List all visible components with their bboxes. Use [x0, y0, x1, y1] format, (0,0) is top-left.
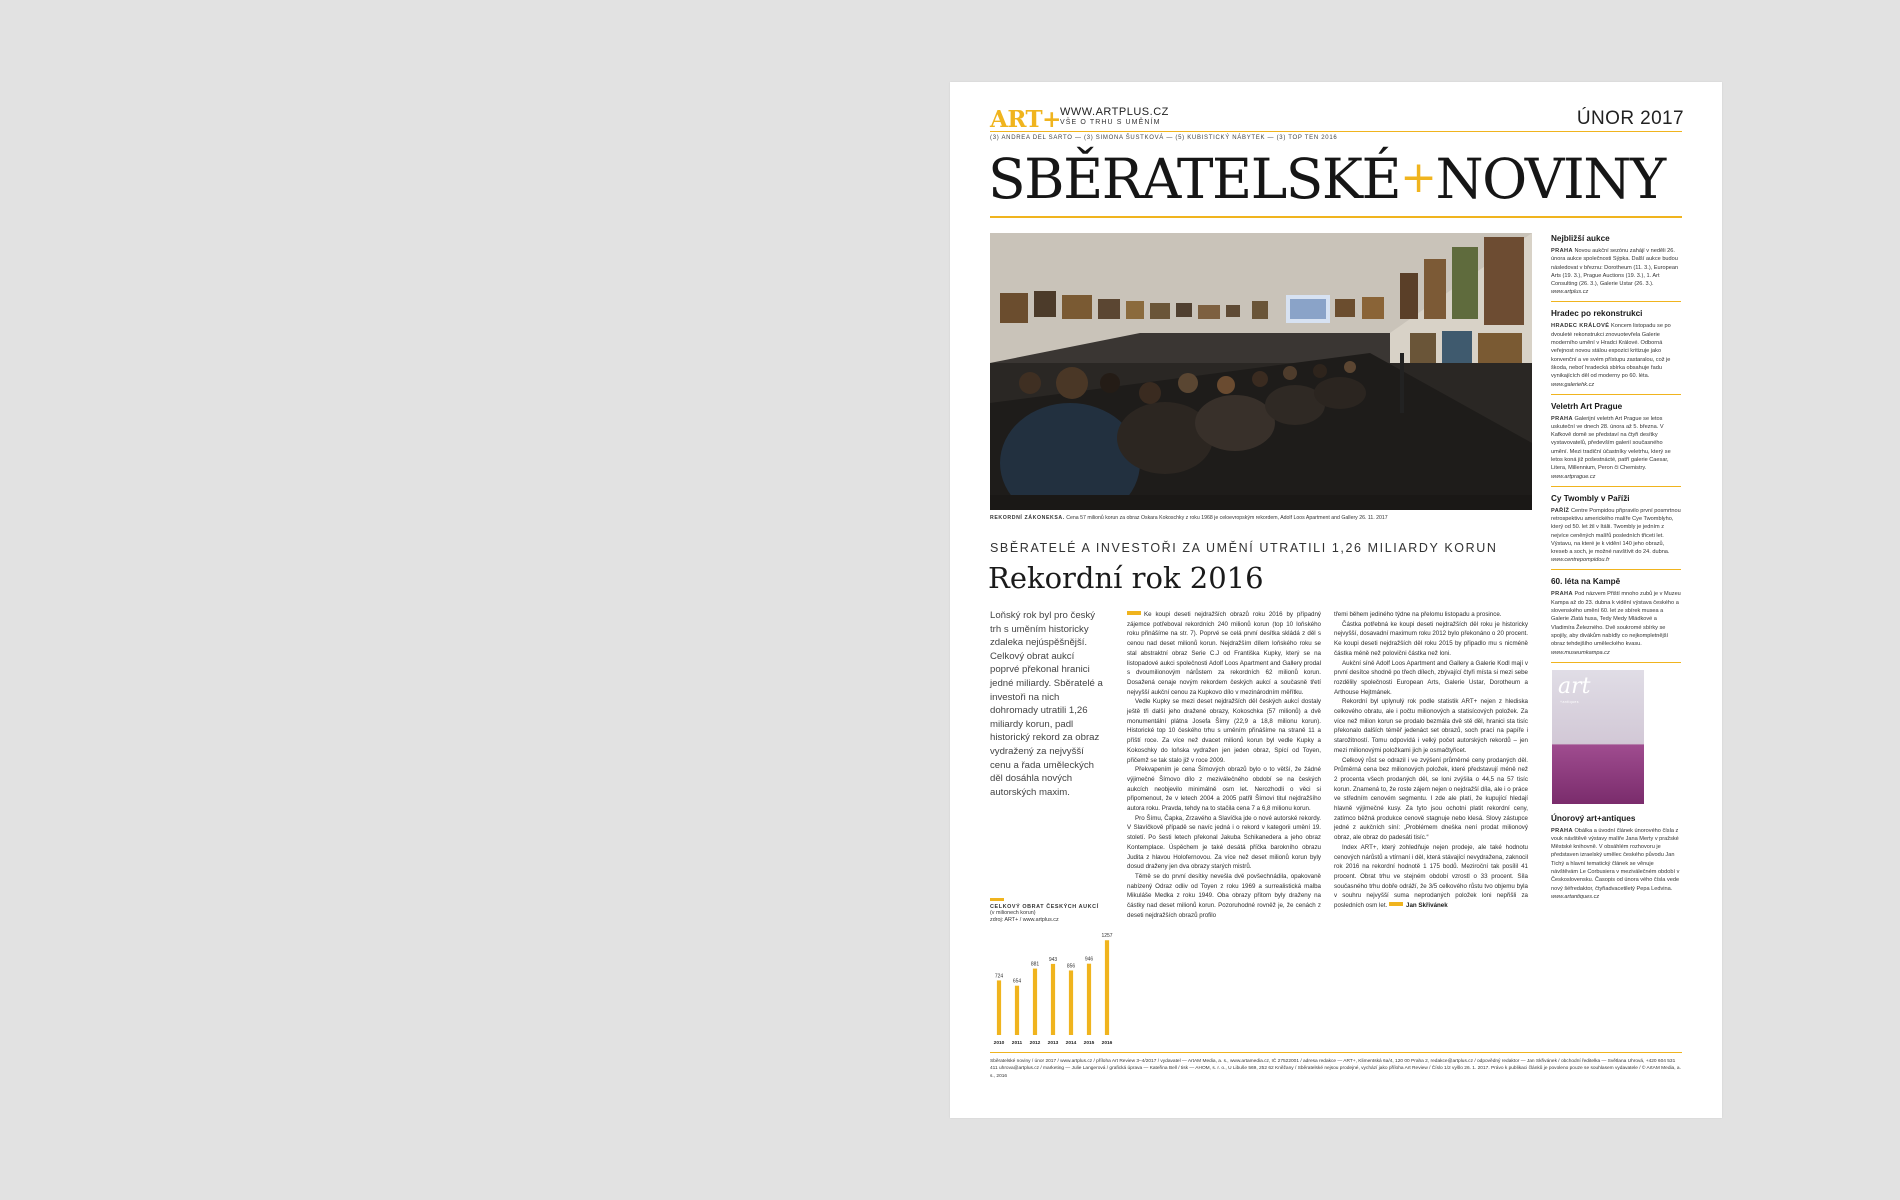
- sidebar-item-city: PAŘÍŽ: [1551, 507, 1570, 514]
- col2-para-3: Aukční síně Adolf Loos Apartment and Gallery a Galerie Kodl mají v první desítce shodně po třech dílech, zbývající čtyři místa si mezi sebe rozdělily společnosti European Arts, Galerie Ustar, Dorotheum a Arthouse Hejtmánek.: [1334, 659, 1528, 696]
- chart-tick-label: 2011: [1011, 1041, 1023, 1047]
- article-signature: Jan Skřivánek: [1406, 902, 1448, 910]
- sidebar-item-city: PRAHA: [1551, 827, 1573, 834]
- article-headline: Rekordní rok 2016: [988, 561, 1264, 595]
- chart-bar-2013: [1051, 964, 1055, 1035]
- sidebar-item-title: Veletrh Art Prague: [1551, 401, 1623, 411]
- sidebar-item-body: [1551, 247, 1681, 288]
- masthead-left: SBĚRATELSKÉ: [988, 147, 1401, 211]
- sidebar-item-body: [1551, 590, 1681, 648]
- col2-para-6-text: Index ART+, který zohledňuje nejen prodeje, ale také hodnotu cenových nárůstů a vtírnaní i děl, která stávající nevydražena, zaknocil rok 2016 na rekordní hodnotě 1 175 bodů. Meziroční tak posílil 41 procent. Obrat trhu ve stejném období vzrostl o 33 procent. Síla současného trhu dobře odráží, že 3/5 celkového růstu tvo objemu byla v souhru nejvyšší suma neprodaných položek loni nepřišli za posledních osm let.: [1334, 843, 1528, 910]
- sidebar-item-city: PRAHA: [1551, 248, 1573, 254]
- crossheads: (3) ANDREA DEL SARTO — (3) SIMONA ŠUSTKOVÁ — (5) KUBISTICKÝ NÁBYTEK — (3) TOP TEN 2016: [990, 135, 1338, 141]
- sidebar-item-body: [1551, 507, 1681, 557]
- sidebar-item-twombly: [1551, 494, 1681, 571]
- lead-marker: [1127, 611, 1141, 615]
- sidebar-item-city: HRADEC KRÁLOVÉ: [1551, 323, 1610, 330]
- turnover-chart: [990, 898, 1116, 1058]
- sidebar-item-hradec: [1551, 309, 1681, 394]
- col1-para-5: Těmě se do první desítky nevešla dvě povšechnádila, opakovaně nabízený Odraz odliv od Toyen z roku 1969 a surrealistická malba Mikuláše Medka z roku 1949. Oba obrazy přitom byly draženy na částky nad deset milionů korun. Pozoruhodné rovněž je, že cenách z deseti nejdražších obrazů profilo: [1127, 872, 1321, 919]
- sidebar-item-title: Únorový art+antiques: [1551, 813, 1636, 823]
- tagline: VŠE O TRHU S UMĚNÍM: [1060, 119, 1161, 126]
- article-intro: Loňský rok byl pro český trh s uměním historicky zdaleka nejúspěšnější. Celkový obrat aukcí poprvé překonal hranici jedné miliardy. Sběratelé a investoři na nich dohromady utratili 1,26 miliardy korun, padl historický rekord za obraz vydražený za nejvyšší cenu a řada uměleckých děl dosáhla nových autorských maxim.: [990, 610, 1103, 798]
- sidebar-item-body: [1551, 827, 1681, 893]
- magazine-logo: art: [1558, 673, 1591, 699]
- auction-hall-illustration: [990, 233, 1532, 510]
- masthead-plus: +: [1400, 152, 1436, 203]
- sidebar-item-link[interactable]: www.artplus.cz: [1551, 289, 1589, 296]
- sidebar-item-kampa: [1551, 577, 1681, 662]
- masthead: [988, 147, 1665, 211]
- header-rule: [990, 131, 1682, 132]
- sidebar-item-link[interactable]: www.centrepompidou.fr: [1551, 557, 1610, 564]
- chart-value-label: 1257: [1101, 933, 1113, 940]
- sidebar-item-body: [1551, 322, 1681, 380]
- chart-value-label: 946: [1084, 956, 1094, 963]
- caption-text: Cena 57 milionů korun za obraz Oskara Kokoschky z roku 1968 je celoevropským rekordem, Adolf Loos Apartment and Gallery 26. 11. 2017: [1066, 515, 1388, 521]
- sidebar-item-title: 60. léta na Kampě: [1551, 577, 1621, 587]
- sidebar-item-title: Cy Twombly v Paříži: [1551, 493, 1630, 503]
- chart-value-label: 856: [1066, 963, 1076, 970]
- chart-tick-label: 2014: [1065, 1041, 1077, 1047]
- chart-tick-label: 2010: [993, 1041, 1005, 1047]
- chart-marker: [990, 898, 1004, 901]
- chart-bar-2016: [1105, 940, 1109, 1035]
- end-marker: [1389, 902, 1403, 906]
- chart-title-block: [990, 904, 1116, 923]
- magazine-label: +antiques: [1560, 699, 1579, 704]
- col2-para-6: [1334, 843, 1528, 911]
- sidebar-item-nejblizsi-aukce: [1551, 234, 1681, 302]
- sidebar-item-link[interactable]: www.museumkampa.cz: [1551, 649, 1610, 656]
- sidebar-item-city: PRAHA: [1551, 415, 1573, 422]
- sidebar-item-city: PRAHA: [1551, 591, 1573, 598]
- chart-bar-2014: [1069, 971, 1073, 1036]
- sidebar-item-text: Galerijní veletrh Art Prague se letos uskuteční ve dnech 28. února až 5. března. V Kafkově domě se představí na čtyři desítky vystavovatelů, především galerií současného umění. Mezi tradiční účastníky veletrhu, který se letos koná již pošestnácté, patří galerie Caesar, Litera, Millennium, Peron či Chemistry.: [1551, 415, 1671, 472]
- article-column-1: [1127, 610, 1321, 921]
- sidebar-item-title: Nejbližší aukce: [1551, 234, 1610, 243]
- col1-para-2: Vedle Kupky se mezi deset nejdražších děl českých aukcí dostaly ještě tři další jeho dražené obrazy, Kokoschka (57 milionů) a dvě monumentální plátna Josefa Šímy (22,9 a 18,8 milionu korun). Historické top 10 českého trhu s uměním přinášíme na straně 11 a příští roce. Za více než dvacet milionů korun byl vedle Kupky a Kokoschky do loňska vydražen jen jeden obraz, Spící od Toyen, přičemž se tak stalo již v roce 2009.: [1127, 698, 1321, 764]
- sidebar-item-link[interactable]: www.artprague.cz: [1551, 473, 1596, 480]
- article-kicker: SBĚRATELÉ A INVESTOŘI ZA UMĚNÍ UTRATILI 1,26 MILIARDY KORUN: [990, 541, 1498, 555]
- chart-bar-2010: [997, 981, 1001, 1036]
- chart-value-label: 724: [994, 973, 1004, 980]
- sidebar: [1551, 234, 1681, 913]
- chart-tick-label: 2012: [1029, 1041, 1041, 1047]
- auction-hall-photo: [990, 233, 1532, 510]
- col2-para-1: třemi během jediného týdne na přelomu listopadu a prosince.: [1334, 611, 1502, 618]
- chart-title: CELKOVÝ OBRAT ČESKÝCH AUKCÍ: [990, 904, 1099, 910]
- photo-caption: [990, 515, 1532, 521]
- sidebar-item-link[interactable]: www.galeriehk.cz: [1551, 381, 1595, 388]
- chart-subtitle: (v milionech korun): [990, 910, 1036, 917]
- article-column-2: [1334, 610, 1528, 911]
- col2-para-2: Částka potřebná ke koupi deseti nejdražších děl roku je historicky nejvyšší, dosavadní maximum roku 2012 bylo překonáno o 20 procent. Ke koupi deseti nejdražších děl roku 2015 by připadlo mu s nicméně částka méně než polovični částka než loni.: [1334, 620, 1528, 657]
- issue-date: ÚNOR 2017: [1576, 108, 1684, 129]
- col1-para-1: [1127, 610, 1321, 697]
- masthead-rule: [990, 216, 1682, 218]
- artplus-logo: ART+: [990, 106, 1061, 133]
- chart-bar-2015: [1087, 964, 1091, 1035]
- chart-tick-label: 2016: [1101, 1041, 1113, 1047]
- sidebar-item-body: [1551, 415, 1681, 473]
- col2-para-4: Rekordní byl uplynulý rok podle statistik ART+ nejen z hlediska celkového obratu, ale i počtu milionových a statisícových položek. Za více než milion korun se prodalo bezmála dvě stě děl, hranici sta tisíc překonalo dalších téměř jedenáct set obrazů, soch prací na papíře i starožitností. Tomu odpovídá i velký počet autorských rekordů – jen mezi milionovými položkami jich je osmačtyřicet.: [1334, 698, 1528, 754]
- sidebar-item-art-prague: [1551, 402, 1681, 487]
- col1-para-1-text: Ke koupi deseti nejdražších obrazů roku 2016 by případný zájemce potřeboval rekordních 240 milionů korun (top 10 loňského roku přinášíme na str. 7). Poprvé se celá první desítka skládá z děl s cenou nad deset milionů korun. Nejdražším dílem loňského roku se stal abstraktní obraz Serie C.J od Františka Kupky, který se na listopadové aukci společnosti Adolf Loos Apartment and Gallery prodal s dvoumilionovým nárůstem za rekordních 62 milionů korun. Dosažená cenaje novým rekordem českých aukcí a současně třetí nejvyšší aukční cenou za Kupkovo dílo v mezinárodním měřítku.: [1127, 611, 1321, 696]
- colophon: Sběratelské noviny / únor 2017 / www.artplus.cz / příloha Art Review 3–4/2017 / vydavatel — ArtAM Media, a. s., www.artamedia.cz, IČ 27522001 / adresa redakce — ART+, Klimentská 6a/4, 120 00 Praha 2, redakce@artplus.cz / odpovědný redaktor — Jan Skřivánek / obchodní ředitelka — Světlana Uhrová, +420 604 531 411 uhrova@artplus.cz / marketing — Julie Langerová / grafická úprava — Kateřina Bell / tisk — AHOM, s. r. o., U Libuše 569, 252 62 Kněžany / Sběratelské nejsou prodejné, vychází jako příloha Art Review / Číslo 1/2 vyšlo 26. 1. 2017. Právo k publikaci článků je povoleno pouze se souhlasem vydavatele / © ArtAM Media, a. s., 2016: [990, 1059, 1681, 1079]
- caption-lead: REKORDNÍ ZÁKONEKSA.: [990, 515, 1065, 521]
- chart-value-label: 654: [1012, 978, 1022, 985]
- col2-para-5: Celkový růst se odrazil i ve zvýšení průměrné ceny prodaných děl. Průměrná cena bez milionových položek, které představují méně než 2 procenta všech prodaných děl, se loni zvýšila o 44,5 na 57 tisíc korun. Znamená to, že roste zájem nejen o nejdražší díla, ale i o práce ve středním cenovém segmentu. I zde ale platí, že kupující hledají hlavně výjimečné kusy. Za tyto jsou ochotni platit rekordní ceny, zatímco běžná produkce cenově stagnuje nebo klesá. Slovy zástupce jedné z aukčních síní: „Problémem dneška není prodat milionový obraz, ale obraz do padesáti tisíc.“: [1334, 756, 1528, 842]
- sidebar-item-text: Centre Pompidou připravilo první posmrtnou retrospektivu amerického malíře Cye Twomblyho, který od 50. let žil v Itálii. Twombly je jedním z nejvíce ceněných malířů posledních třiceti let. Výstavu, na které je k vidění 140 jeho obrazů, kreseb a soch, je možné navštívit do 24. dubna.: [1551, 507, 1681, 556]
- chart-source: zdroj: ART+ / www.artplus.cz: [990, 916, 1059, 923]
- sidebar-item-text: Pod názvem Přiští mnoho zubů je v Muzeu Kampa až do 23. dubna k vidění výstava českého a slovenského umění 60. let ze sbírek musea a Galerie Zlatá husa, Tedy Medy Mládkové a Vladimíra Železného. Dvě soukromé sbírky se spojily, aby divákům nabídly co nejkompletnější obraz tehdejšího uměleckého kvasu.: [1551, 591, 1681, 648]
- masthead-right: NOVINY: [1435, 147, 1665, 211]
- chart-value-label: 943: [1048, 957, 1058, 964]
- sidebar-item-title: Hradec po rekonstrukci: [1551, 309, 1643, 319]
- chart-tick-label: 2013: [1047, 1041, 1059, 1047]
- magazine-cover[interactable]: [1552, 670, 1644, 804]
- col1-para-4: Pro Šímu, Čapka, Zrzavého a Slavíčka jde o nové autorské rekordy. V Slavíčkově případě se navíc jedná i o rekord v kategorii umění 19. století. Po šesti letech překonal Jakuba Schikanedera a jeho obraz Kontemplace. Úspěchem je také desátá příčka barokního obrazu Judita z hlavou Holofernovou. Za více než deset milionů korun byly dosud draženy jen dva obrazy starých mistrů.: [1127, 814, 1321, 871]
- sidebar-item-art-antiques: [1551, 814, 1681, 906]
- chart-bar-2011: [1015, 986, 1019, 1035]
- chart-tick-label: 2015: [1083, 1041, 1095, 1047]
- sidebar-item-text: Koncem listopadu se po dvouleté rekonstrukci znovuotevřela Galerie moderního umění v Hradci Králové. Odborná veřejnost novou stálou expozici kritizuje jako konvenční a ve svém přístupu zastaralou, což je škoda, neboť hradecká sbírka obsahuje řadu vynikajících děl od moderny po 60. léta.: [1551, 323, 1671, 380]
- sidebar-item-text: Novou aukční sezónu zahájí v neděli 26. února aukce společnosti Sýpka. Další aukce budou následovat v březnu: Dorotheum (11. 3.), European Arts (19. 3.), Prague Auctions (19. 3.), 1. Art Consulting (26. 3.), Galerie Ustar (26. 3.).: [1551, 248, 1679, 288]
- chart-value-label: 881: [1030, 961, 1040, 968]
- newspaper-page: [950, 82, 1722, 1118]
- chart-svg: [990, 923, 1116, 1051]
- site-url[interactable]: WWW.ARTPLUS.CZ: [1060, 106, 1169, 118]
- sidebar-item-text: Obálka a úvodní článek únorového čísla z vouk návštěvě výstavy malíře Jana Merty v pražské Městské knihovně. V obsáhlém rozhovoru je představen izraelský umělec českého původu Jan Tichý a hlavní tematický článek se věnuje návštěvám Le Corbusiera v meziválečném období v Československu. Časopis od února vého čísla vede nový šéfredaktor, čtyřiadvacetiletý Pepa Ledvina.: [1551, 827, 1680, 892]
- footer-rule: [990, 1052, 1682, 1053]
- sidebar-item-link[interactable]: www.artantiques.cz: [1551, 893, 1600, 900]
- chart-bar-2012: [1033, 969, 1037, 1035]
- col1-para-3: Překvapením je cena Šímových obrazů bylo o to větší, že žádné výjimečné Šímovo dílo z meziválečného období se na českých aukcích neobjevilo minimálně osm let. Nerozhodli o věci si připomenout, že v letech 2004 a 2005 patřil Šímovi titul nejdražšího autora roku. Pravda, tehdy na to stačila cena 7 a 6,8 milionu korun.: [1127, 766, 1321, 813]
